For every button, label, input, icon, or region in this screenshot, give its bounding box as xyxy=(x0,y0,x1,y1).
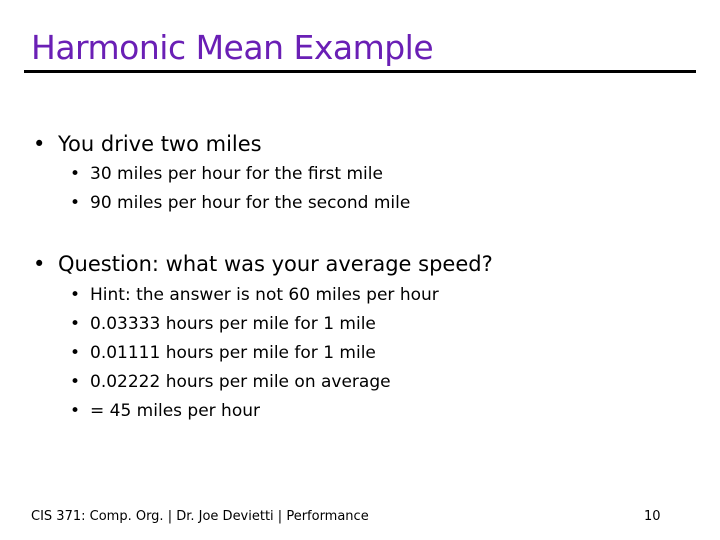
sub-bullet-text: = 45 miles per hour xyxy=(90,401,260,421)
bullet-icon: • xyxy=(33,252,46,276)
bullet-icon: • xyxy=(70,343,81,363)
bullet-text: You drive two miles xyxy=(58,132,262,156)
sub-bullet-text: Hint: the answer is not 60 miles per hour xyxy=(90,285,439,305)
bullet-icon: • xyxy=(33,132,46,156)
slide-title: Harmonic Mean Example xyxy=(31,28,434,67)
slide-footer: CIS 371: Comp. Org. | Dr. Joe Devietti | Performance xyxy=(31,509,369,524)
bullet-icon: • xyxy=(70,285,81,305)
bullet-text: Question: what was your average speed? xyxy=(58,252,493,276)
sub-bullet-text: 0.01111 hours per mile for 1 mile xyxy=(90,343,376,363)
bullet-icon: • xyxy=(70,401,81,421)
sub-bullet-text: 30 miles per hour for the first mile xyxy=(90,164,383,184)
title-divider xyxy=(24,70,696,73)
sub-bullet-text: 90 miles per hour for the second mile xyxy=(90,193,411,213)
bullet-icon: • xyxy=(70,164,81,184)
bullet-icon: • xyxy=(70,372,81,392)
page-number: 10 xyxy=(644,509,661,524)
sub-bullet-text: 0.03333 hours per mile for 1 mile xyxy=(90,314,376,334)
sub-bullet-text: 0.02222 hours per mile on average xyxy=(90,372,391,392)
bullet-icon: • xyxy=(70,314,81,334)
bullet-icon: • xyxy=(70,193,81,213)
